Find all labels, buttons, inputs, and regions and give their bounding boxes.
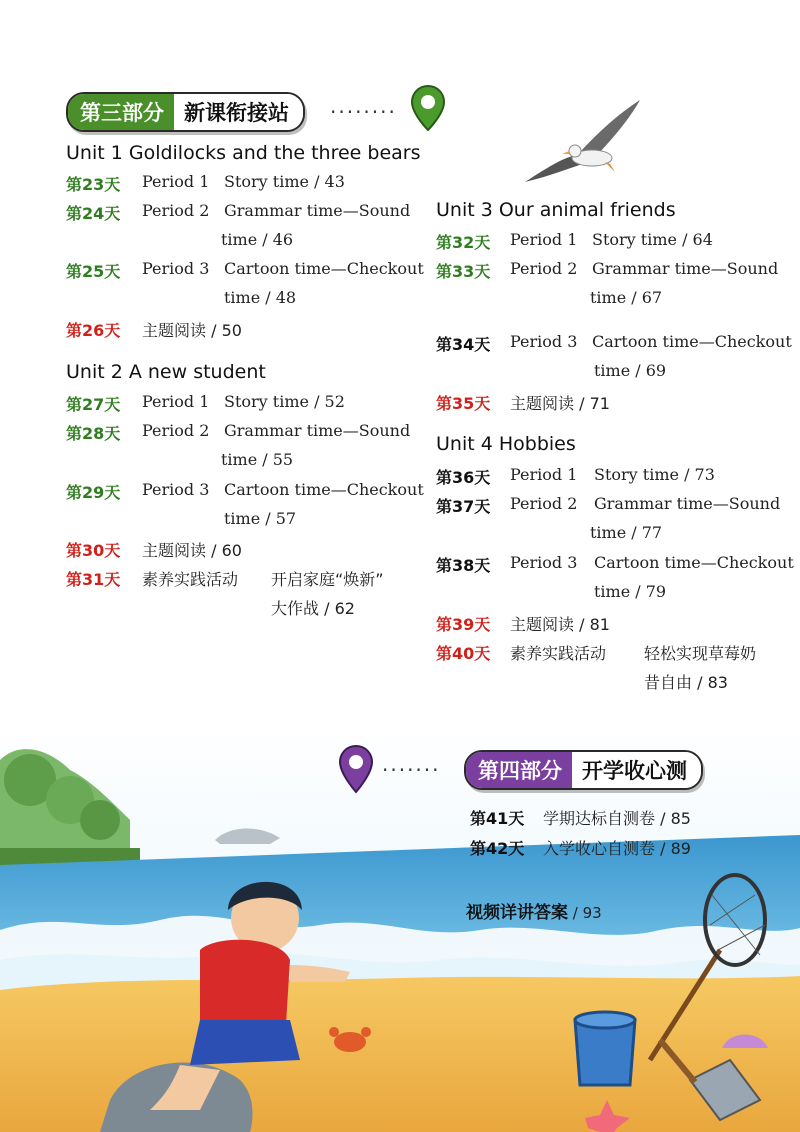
unit2-entry2-day: 第28天 <box>66 424 121 443</box>
unit2-title: Unit 2 A new student <box>66 361 266 383</box>
unit4-entry2-period: Period 2 <box>510 494 578 513</box>
unit3-title: Unit 3 Our animal friends <box>436 199 676 221</box>
unit4-entry3-title: Cartoon time—Checkout <box>594 553 794 572</box>
unit3-entry3-day: 第34天 <box>436 335 491 354</box>
video-answers-page: / 93 <box>568 904 602 922</box>
unit3-reading-text: 主题阅读 / 71 <box>510 394 610 413</box>
unit1-entry2-day: 第24天 <box>66 204 121 223</box>
unit4-reading-day: 第39天 <box>436 615 491 634</box>
unit4-entry3-period: Period 3 <box>510 553 578 572</box>
unit1-entry3-title-cont: time / 48 <box>224 288 297 307</box>
unit2-entry1-day: 第27天 <box>66 395 121 414</box>
unit4-practice-title: 轻松实现草莓奶 <box>644 644 757 663</box>
unit4-entry2-title: Grammar time—Sound <box>594 494 781 513</box>
part4-title: 开学收心测 <box>572 752 701 788</box>
unit2-reading-day: 第30天 <box>66 541 121 560</box>
unit1-reading-day: 第26天 <box>66 321 121 340</box>
unit1-entry2-period: Period 2 <box>142 201 210 220</box>
unit1-title: Unit 1 Goldilocks and the three bears <box>66 142 421 164</box>
part3-label: 第三部分 <box>68 94 174 130</box>
part4-entry2-day: 第42天 <box>470 839 525 858</box>
unit4-entry1-period: Period 1 <box>510 465 578 484</box>
unit4-title: Unit 4 Hobbies <box>436 433 576 455</box>
unit4-reading-text: 主题阅读 / 81 <box>510 615 610 634</box>
seagull-illustration <box>520 96 650 188</box>
unit2-entry2-title-cont: time / 55 <box>221 450 294 469</box>
unit2-practice-label: 素养实践活动 <box>142 570 239 589</box>
unit2-practice-day: 第31天 <box>66 570 121 589</box>
purple-location-pin-icon <box>338 744 374 794</box>
unit1-entry1-title: Story time / 43 <box>224 172 345 191</box>
unit4-entry2-day: 第37天 <box>436 497 491 516</box>
unit3-entry2-day: 第33天 <box>436 262 491 281</box>
unit4-entry2-title-cont: time / 77 <box>590 523 663 542</box>
video-answers-label: 视频详讲答案 <box>466 903 568 923</box>
part4-entry1-text: 学期达标自测卷 / 85 <box>543 809 691 828</box>
unit4-entry1-day: 第36天 <box>436 468 491 487</box>
unit2-reading-text: 主题阅读 / 60 <box>142 541 242 560</box>
unit2-entry2-title: Grammar time—Sound <box>224 421 411 440</box>
unit1-entry3-period: Period 3 <box>142 259 210 278</box>
unit3-reading-day: 第35天 <box>436 394 491 413</box>
unit2-entry3-title-cont: time / 57 <box>224 509 297 528</box>
part3-dots: ········ <box>330 100 397 124</box>
unit2-entry3-day: 第29天 <box>66 483 121 502</box>
unit4-entry1-title: Story time / 73 <box>594 465 715 484</box>
unit2-entry2-period: Period 2 <box>142 421 210 440</box>
unit4-entry3-day: 第38天 <box>436 556 491 575</box>
unit3-entry2-title-cont: time / 67 <box>590 288 663 307</box>
video-answers-link <box>466 898 602 923</box>
part4-entry1-day: 第41天 <box>470 809 525 828</box>
unit4-practice-title-cont: 昔自由 / 83 <box>644 673 728 692</box>
unit2-entry3-period: Period 3 <box>142 480 210 499</box>
unit3-entry1-period: Period 1 <box>510 230 578 249</box>
unit3-entry2-title: Grammar time—Sound <box>592 259 779 278</box>
unit2-entry3-title: Cartoon time—Checkout <box>224 480 424 499</box>
unit4-practice-label: 素养实践活动 <box>510 644 607 663</box>
green-location-pin-icon <box>410 84 446 132</box>
unit3-entry1-title: Story time / 64 <box>592 230 713 249</box>
part4-entry2-text: 入学收心自测卷 / 89 <box>543 839 691 858</box>
unit3-entry2-period: Period 2 <box>510 259 578 278</box>
unit3-entry3-title: Cartoon time—Checkout <box>592 332 792 351</box>
unit4-entry3-title-cont: time / 79 <box>594 582 667 601</box>
unit3-entry3-period: Period 3 <box>510 332 578 351</box>
unit1-entry3-day: 第25天 <box>66 262 121 281</box>
part4-dots: ······· <box>382 758 441 782</box>
unit1-entry2-title-cont: time / 46 <box>221 230 294 249</box>
unit1-entry1-period: Period 1 <box>142 172 210 191</box>
unit1-entry1-day: 第23天 <box>66 175 121 194</box>
unit1-reading-text: 主题阅读 / 50 <box>142 321 242 340</box>
part3-title: 新课衔接站 <box>174 94 303 130</box>
unit1-entry3-title: Cartoon time—Checkout <box>224 259 424 278</box>
part4-label: 第四部分 <box>466 752 572 788</box>
unit2-practice-title-cont: 大作战 / 62 <box>271 599 355 618</box>
unit1-entry2-title: Grammar time—Sound <box>224 201 411 220</box>
unit3-entry3-title-cont: time / 69 <box>594 361 667 380</box>
unit2-practice-title: 开启家庭“焕新” <box>271 570 384 589</box>
unit2-entry1-period: Period 1 <box>142 392 210 411</box>
unit3-entry1-day: 第32天 <box>436 233 491 252</box>
unit2-entry1-title: Story time / 52 <box>224 392 345 411</box>
part4-banner <box>464 750 703 790</box>
unit4-practice-day: 第40天 <box>436 644 491 663</box>
part3-banner <box>66 92 305 132</box>
